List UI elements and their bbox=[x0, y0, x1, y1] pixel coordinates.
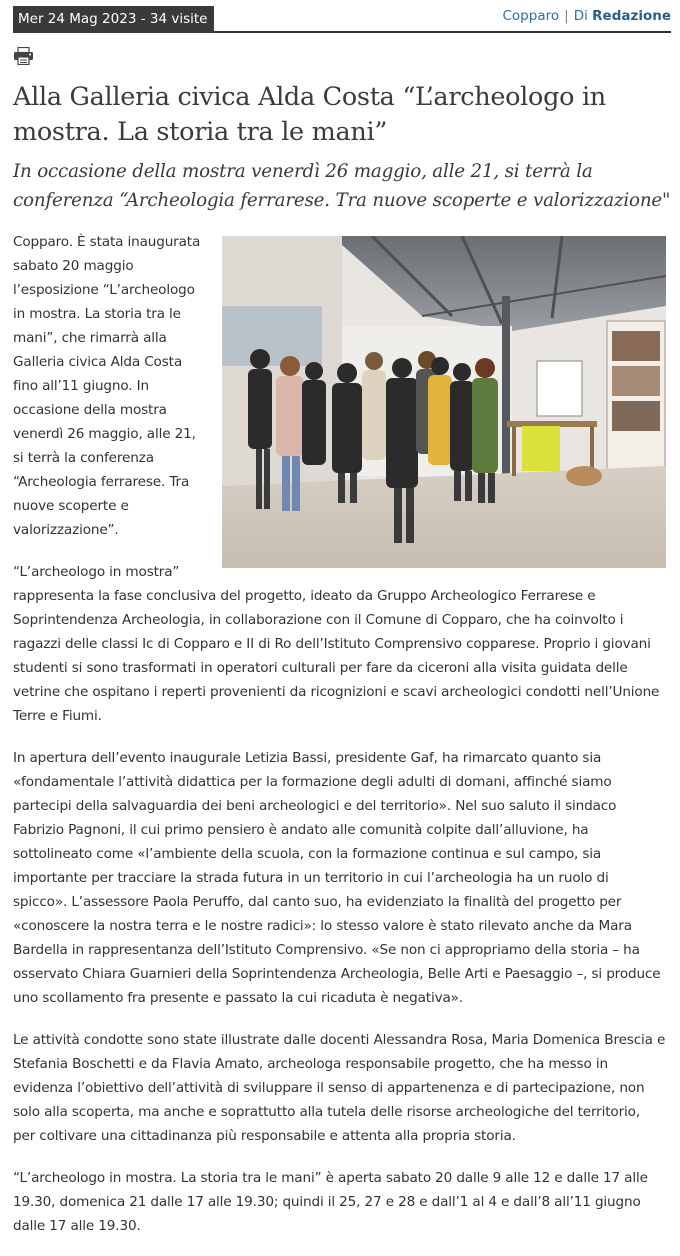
article-meta-bar bbox=[13, 0, 671, 33]
article-page bbox=[13, 0, 671, 1234]
article-photo bbox=[222, 236, 666, 568]
article-title: Alla Galleria civica Alda Costa “L’archeologo in mostra. La storia tra le mani” bbox=[13, 82, 606, 147]
article-byline bbox=[503, 8, 672, 24]
article-paragraph-1: Copparo. È stata inaugurata sabato 20 maggio l’esposizione “L’archeologo in mostra. La storia tra le mani”, che rimarrà alla Galleria civica Alda Costa fino all’11 giugno. In occasione della mostra venerdì 26 maggio, alle 21, si terrà la conferenza “Archeologia ferrarese. Tra nuove scoperte e valorizzazione”. bbox=[13, 234, 201, 538]
article-subtitle: In occasione della mostra venerdì 26 maggio, alle 21, si terrà la conferenza “Archeologia ferrarese. Tra nuove scoperte e valorizzazione" bbox=[13, 161, 671, 211]
article-body bbox=[13, 230, 666, 1256]
article-paragraph-5: “L’archeologo in mostra. La storia tra le mani” è aperta sabato 20 dalle 9 alle 12 e dalle 17 alle 19.30, domenica 21 dalle 17 alle 19.30; quindi il 25, 27 e 28 e dall’1 al 4 e dall’8 all’11 giugno dalle 17 alle 19.30. bbox=[13, 1170, 648, 1234]
date-visits-badge: Mer 24 Mag 2023 - 34 visite bbox=[13, 6, 214, 33]
author-link[interactable]: Redazione bbox=[592, 8, 671, 24]
byline-di: Di bbox=[573, 8, 588, 24]
article-paragraph-4: Le attività condotte sono state illustrate dalle docenti Alessandra Rosa, Maria Domenica Brescia e Stefania Boschetti e da Flavia Amato, archeologa responsabile progetto, che ha messo in evidenza l’obiettivo dell’attività di sviluppare il senso di appartenenza e di partecipazione, non solo alla scoperta, ma anche e soprattutto alla tutela delle risorse archeologiche del territorio, per coltivare una cittadinanza più responsabile e attenta alla propria storia. bbox=[13, 1032, 666, 1144]
byline-separator: | bbox=[564, 8, 569, 24]
printer-icon[interactable] bbox=[13, 47, 35, 65]
city-link[interactable]: Copparo bbox=[502, 8, 560, 24]
article-paragraph-2: “L’archeologo in mostra” rappresenta la fase conclusiva del progetto, ideato da Gruppo Archeologico Ferrarese e Soprintendenza Archeologia, in collaborazione con il Comune di Copparo, che ha coinvolto i ragazzi delle classi Ic di Copparo e II di Ro dell’Istituto Comprensivo copparese. Proprio i giovani studenti si sono trasformati in operatori culturali per fare da ciceroni alla visita guidata delle vetrine che ospitano i reperti provenienti da ricognizioni e scavi archeologici condotti nell’Unione Terre e Fiumi. bbox=[13, 564, 660, 724]
article-paragraph-3: In apertura dell’evento inaugurale Letizia Bassi, presidente Gaf, ha rimarcato quanto sia «fondamentale l’attività didattica per la formazione degli adulti di domani, affinché siamo partecipi della salvaguardia dei beni archeologici e del territorio». Nel suo saluto il sindaco Fabrizio Pagnoni, il cui primo pensiero è andato alle comunità colpite dall’alluvione, ha sottolineato come «l’ambiente della scuola, con la formazione continua e sul campo, sia importante per tracciare la strada futura in un territorio in cui l’archeologia ha un ruolo di spicco». L’assessore Paola Peruffo, dal canto suo, ha evidenziato la finalità del progetto per «conoscere la nostra terra e le nostre radici»: lo stesso valore è stato rilevato anche da Mara Bardella in rappresentanza dell’Istituto Comprensivo. «Se non ci appropriamo della storia – ha osservato Chiara Guarnieri della Soprintendenza Archeologia, Belle Arti e Paesaggio –, si produce uno scollamento fra presente e passato la cui ricaduta è negativa». bbox=[13, 750, 661, 1006]
